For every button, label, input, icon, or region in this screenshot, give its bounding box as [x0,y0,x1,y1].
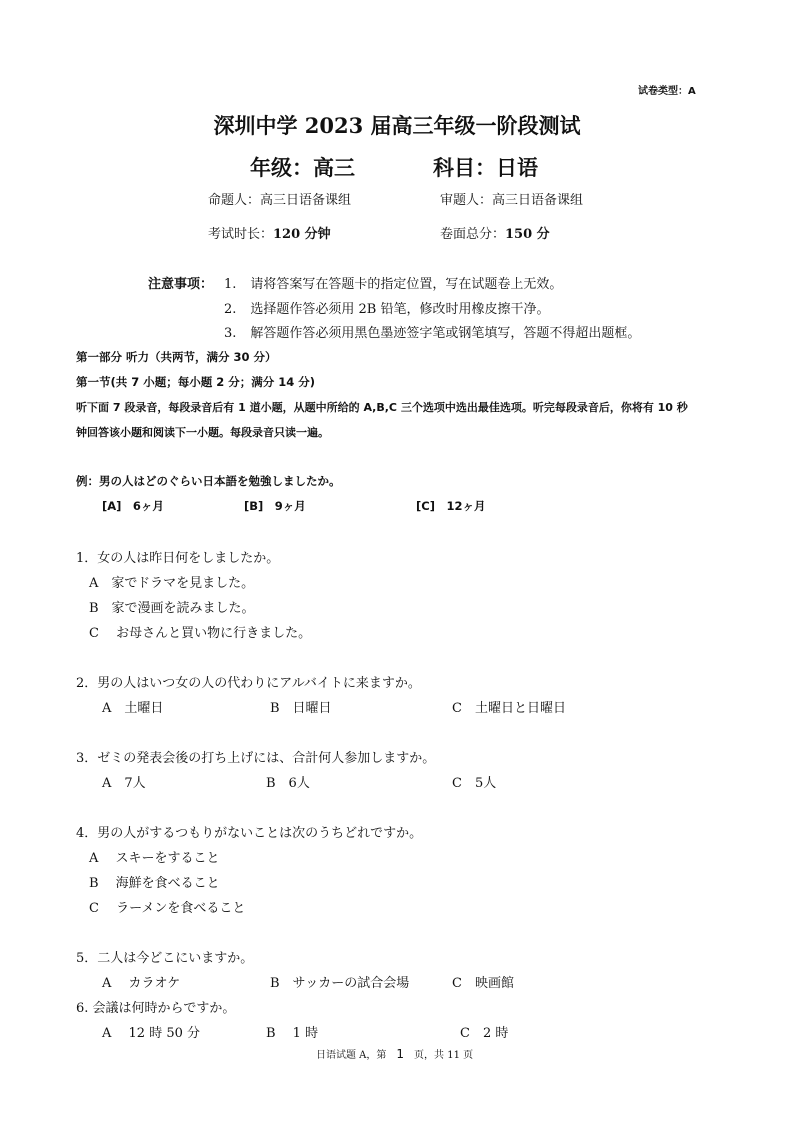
question-stem: 2．男の人はいつ女の人の代わりにアルバイトに来ますか。 [76,676,421,691]
question-stem: 6. 会議は何時からですか。 [76,1001,236,1016]
page-number: 1 [396,1047,405,1061]
option-c: C 2 時 [460,1026,509,1041]
score-label: 卷面总分： [440,227,506,242]
note-item: 3. 解答题作答必须用黑色墨迹签字笔或钢笔填写，答题不得超出题框。 [224,326,641,341]
question-stem: 3．ゼミの発表会後の打ち上げには、合計何人参加しますか。 [76,751,436,766]
page-title: 深圳中学 2023 届高三年级一阶段测试 [213,113,581,138]
option-b: B 家で漫画を読みました。 [89,601,255,616]
author-line: 命题人：高三日语备课组 [208,193,352,208]
reviewer-line: 审题人：高三日语备课组 [440,193,584,208]
option-b: B 海鮮を食べること [89,876,220,891]
option-a: A カラオケ [102,976,181,991]
option-b: B サッカーの試合会場 [270,976,410,991]
option-c: C 土曜日と日曜日 [452,701,566,716]
example-option-a: [A] 6ヶ月 [102,499,164,513]
duration-label: 考试时长： [208,227,274,242]
subject-label: 科目：日语 [433,156,538,180]
option-a: A 家でドラマを見ました。 [89,576,255,591]
part-heading: 第一部分 听力（共两节，满分 30 分） [76,350,277,364]
example-question: 例：男の人はどのぐらい日本語を勉強しましたか。 [76,474,341,488]
option-c: C ラーメンを食べること [89,901,246,916]
note-item: 2. 选择题作答必须用 2B 铅笔，修改时用橡皮擦干净。 [224,302,550,317]
score-value: 150 分 [505,227,550,242]
paper-type: 试卷类型：A [638,86,696,97]
question-stem: 1．女の人は昨日何をしましたか。 [76,551,280,566]
score-line [440,223,550,242]
duration-value: 120 分钟 [273,227,331,242]
question-stem: 4．男の人がするつもりがないことは次のうちどれですか。 [76,826,423,841]
option-c: C 5人 [452,776,497,791]
grade-label: 年级：高三 [250,156,355,180]
question-stem: 5．二人は今どこにいますか。 [76,951,254,966]
option-a: A 12 時 50 分 [102,1026,201,1041]
option-a: A 7人 [102,776,146,791]
instruction-line: 钟回答该小题和阅读下一小题。每段录音只读一遍。 [76,426,329,439]
instruction-line: 听下面 7 段录音，每段录音后有 1 道小题，从题中所给的 A,B,C 三个选项中选出最佳选项。听完每段录音后，你将有 10 秒 [76,401,688,414]
example-option-b: [B] 9ヶ月 [244,499,306,513]
option-a: A スキーをすること [89,851,220,866]
option-c: C お母さんと買い物に行きました。 [89,626,312,641]
example-option-c: [C] 12ヶ月 [416,499,486,513]
page-footer: 日语试题 A，第 1 页，共 11 页 [316,1047,474,1061]
note-item: 1. 请将答案写在答题卡的指定位置，写在试题卷上无效。 [224,277,563,292]
option-a: A 土曜日 [102,701,164,716]
option-c: C 映画館 [452,976,514,991]
notes-label: 注意事项： [148,277,214,292]
subsection-heading: 第一节(共 7 小题；每小题 2 分；满分 14 分) [76,375,316,389]
duration-line [208,223,331,242]
option-b: B 1 時 [266,1026,319,1041]
option-b: B 日曜日 [270,701,332,716]
option-b: B 6人 [266,776,310,791]
